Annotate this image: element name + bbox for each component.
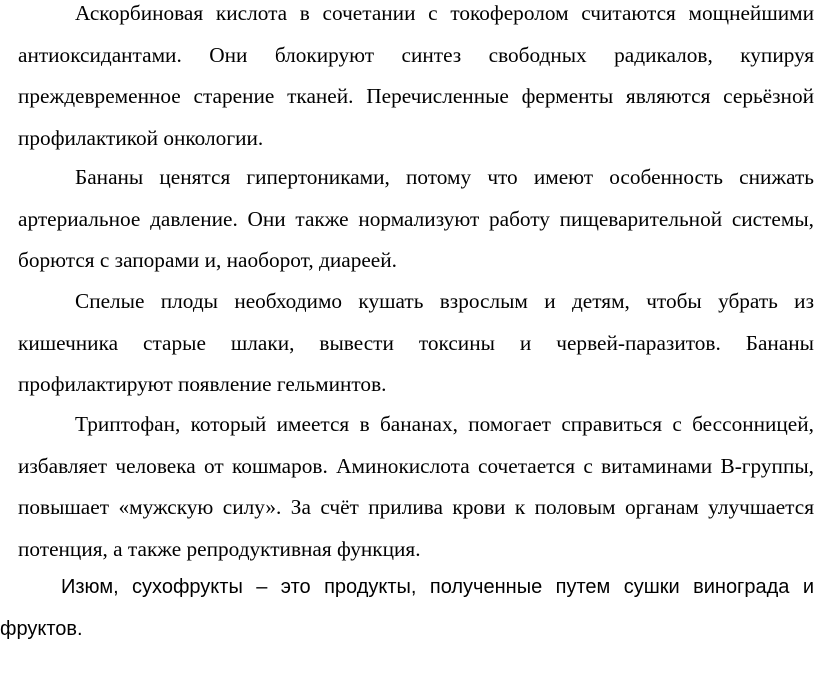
paragraph-tryptophan: Триптофан, который имеется в бананах, помогает справиться с бессонницей, избавляет человека от кошмаров. Аминокислота сочетается с витаминами В-группы, повышает «мужскую силу». За счёт прилива крови к половым органам улучшается потенция, а также репродуктивная функция. — [18, 412, 814, 561]
paragraph-bananas-pressure: Бананы ценятся гипертониками, потому что имеют особенность снижать артериальное давление. Они также нормализуют работу пищеварительной системы, борются с запорами и, наоборот, диареей. — [18, 165, 814, 272]
paragraph-ripe-fruits: Спелые плоды необходимо кушать взрослым и детям, чтобы убрать из кишечника старые шлаки, вывести токсины и червей-паразитов. Бананы профилактируют появление гельминтов. — [18, 289, 814, 396]
paragraph-raisins: Изюм, сухофрукты – это продукты, полученные путем сушки винограда и фруктов. — [0, 576, 814, 640]
paragraph-ascorbic-acid: Аскорбиновая кислота в сочетании с токоферолом считаются мощнейшими антиоксидантами. Они блокируют синтез свободных радикалов, купируя преждевременное старение тканей. Перечисленные ферменты являются серьёзной профилактикой онкологии. — [18, 1, 814, 150]
